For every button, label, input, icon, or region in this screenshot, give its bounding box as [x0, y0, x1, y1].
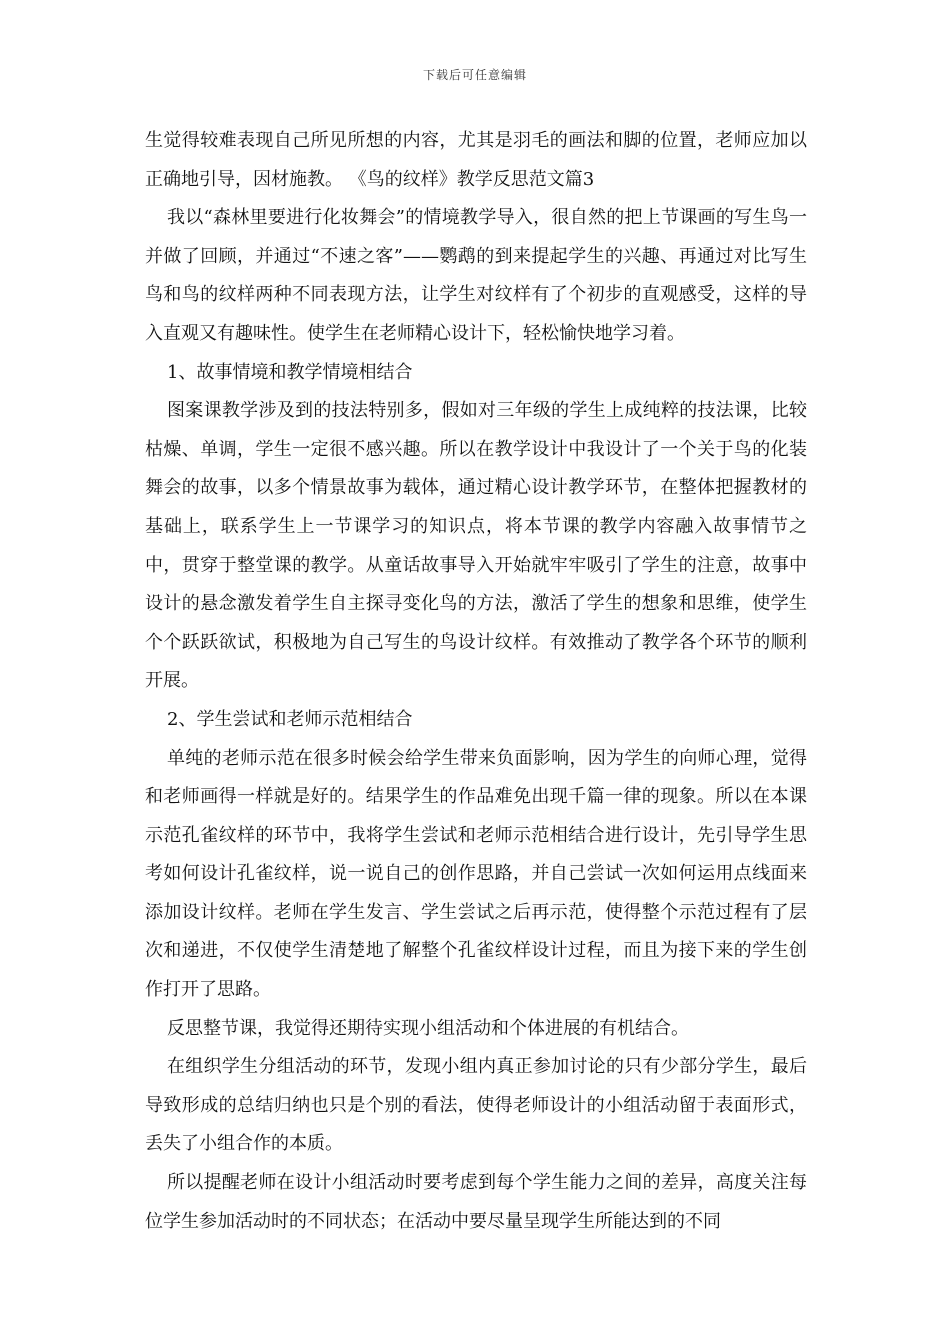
- paragraph-demonstration: 单纯的老师示范在很多时候会给学生带来负面影响，因为学生的向师心理，觉得和老师画得一样就是好的。结果学生的作品难免出现千篇一律的现象。所以在本课示范孔雀纹样的环节中，我将学生尝试和老师示范相结合进行设计，先引导学生思考如何设计孔雀纹样，说一说自己的创作思路，并自己尝试一次如何运用点线面来添加设计纹样。老师在学生发言、学生尝试之后再示范，使得整个示范过程有了层次和递进，不仅使学生清楚地了解整个孔雀纹样设计过程，而且为接下来的学生创作打开了思路。: [145, 747, 807, 1001]
- paragraph-group-activity: 在组织学生分组活动的环节，发现小组内真正参加讨论的只有少部分学生，最后导致形成的总结归纳也只是个别的看法，使得老师设计的小组活动留于表面形式，丢失了小组合作的本质。: [145, 1056, 807, 1155]
- paragraph-story: 图案课教学涉及到的技法特别多，假如对三年级的学生上成纯粹的技法课，比较枯燥、单调，学生一定很不感兴趣。所以在教学设计中我设计了一个关于鸟的化装舞会的故事，以多个情景故事为载体，通过精心设计教学环节，在整体把握教材的基础上，联系学生上一节课学习的知识点，将本节课的教学内容融入故事情节之中，贯穿于整堂课的教学。从童话故事导入开始就牢牢吸引了学生的注意，故事中设计的悬念激发着学生自主探寻变化鸟的方法，激活了学生的想象和思维，使学生个个跃跃欲试，积极地为自己写生的鸟设计纹样。有效推动了教学各个环节的顺利开展。: [145, 400, 807, 692]
- document-body: [145, 122, 807, 1241]
- section-heading-1: 1、故事情境和教学情境相结合: [167, 361, 413, 383]
- paragraph-reflection: 反思整节课，我觉得还期待实现小组活动和个体进展的有机结合。: [167, 1017, 689, 1039]
- paragraph-intro: 我以“森林里要进行化妆舞会”的情境教学导入，很自然的把上节课画的写生鸟一并做了回顾，并通过“不速之客”——鹦鹉的到来提起学生的兴趣、再通过对比写生鸟和鸟的纹样两种不同表现方法，让学生对纹样有了个初步的直观感受，这样的导入直观又有趣味性。使学生在老师精心设计下，轻松愉快地学习着。: [145, 207, 807, 344]
- section-heading-2: 2、学生尝试和老师示范相结合: [167, 708, 413, 730]
- paragraph-reminder: 所以提醒老师在设计小组活动时要考虑到每个学生能力之间的差异，高度关注每位学生参加活动时的不同状态；在活动中要尽量呈现学生所能达到的不同: [145, 1172, 807, 1232]
- paragraph-continued: 生觉得较难表现自己所见所想的内容，尤其是羽毛的画法和脚的位置，老师应加以正确地引导，因材施教。 《鸟的纹样》教学反思范文篇3: [145, 130, 807, 190]
- page-header: 下载后可任意编辑: [422, 68, 527, 82]
